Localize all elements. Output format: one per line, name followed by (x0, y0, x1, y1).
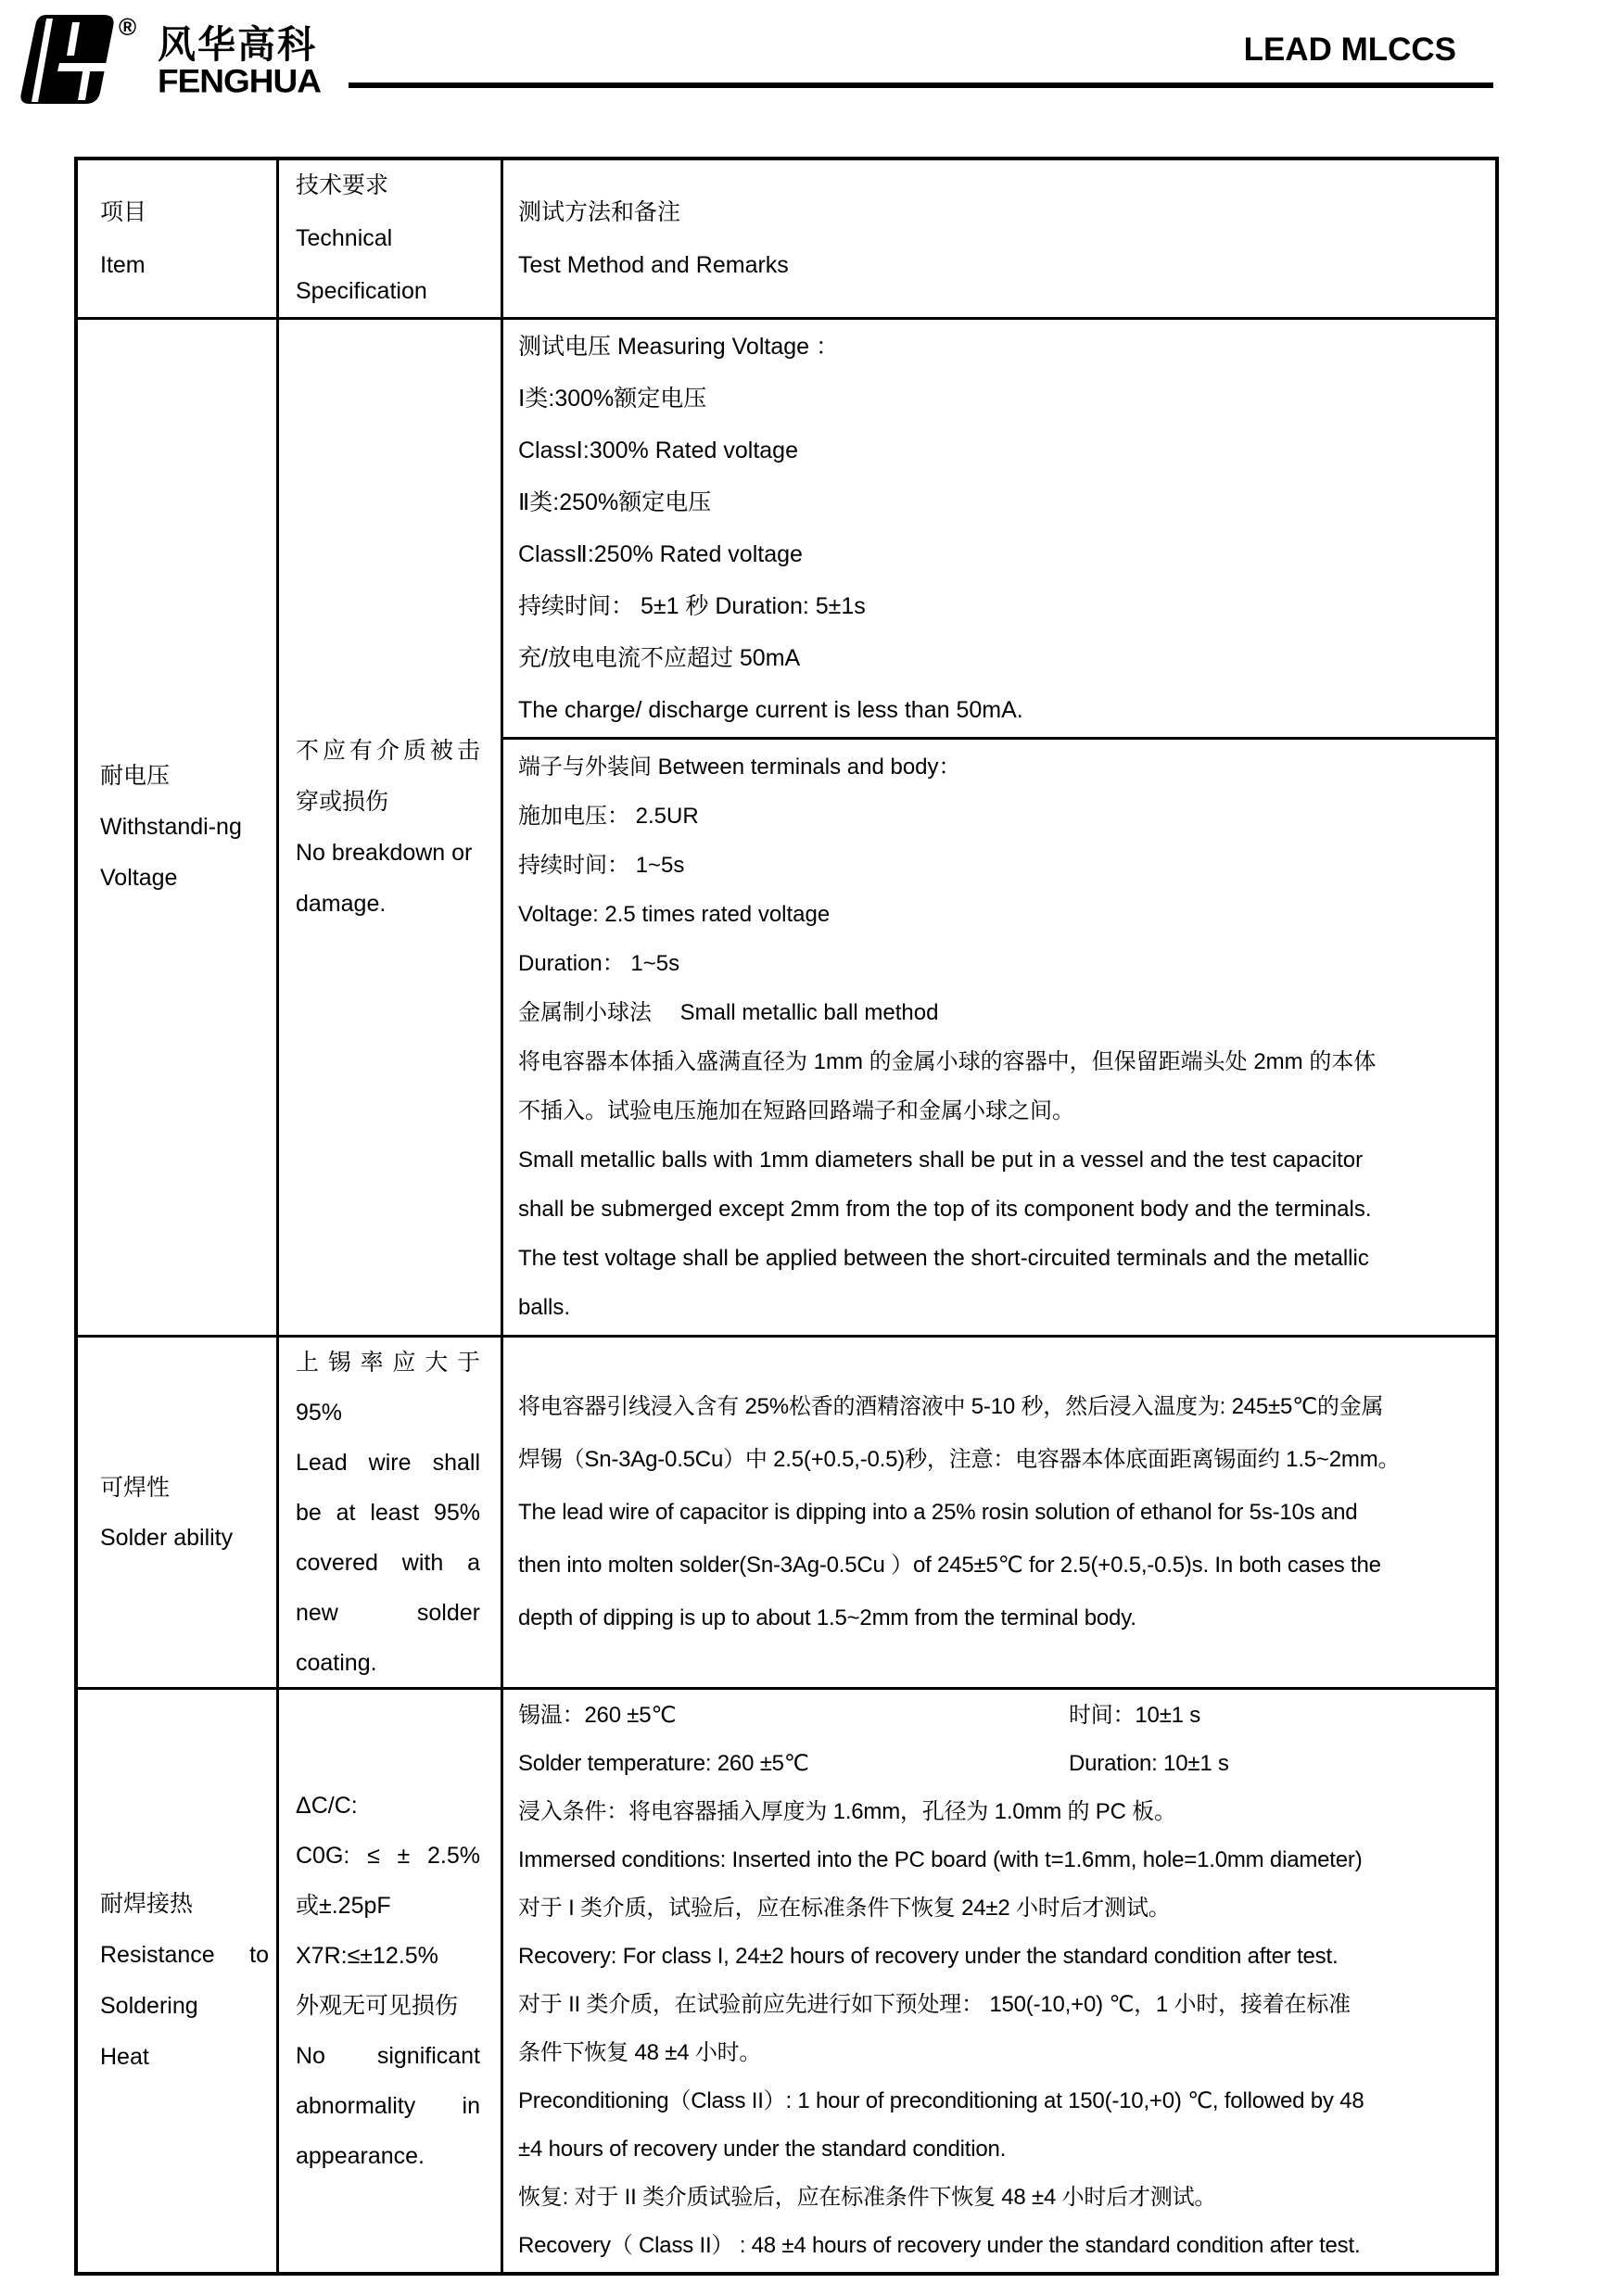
text-line: ±4 hours of recovery under the standard condition. (518, 2137, 1007, 2162)
item-cell (78, 1338, 279, 1687)
spec-cell (279, 320, 503, 1335)
table-header-row (78, 160, 1495, 320)
text-line: damage. (296, 890, 387, 917)
col-header-spec (279, 160, 503, 317)
text-line: 端子与外装间 Between terminals and body： (518, 755, 961, 780)
text-line: 焊锡（Sn-3Ag-0.5Cu）中 2.5(+0.5,-0.5)秒，注意：电容器本体底面距离锡面约 1.5~2mm。 (518, 1447, 1401, 1472)
method-cell (503, 320, 1495, 1335)
text-line: balls. (518, 1295, 571, 1320)
text-line: 持续时间： 5±1 秒 Duration: 5±1s (518, 593, 866, 619)
text-line: 浸入条件：将电容器插入厚度为 1.6mm，孔径为 1.0mm 的 PC 板。 (518, 1799, 1176, 1824)
text-line: 充/放电电流不应超过 50mA (518, 645, 801, 671)
text-line: No breakdown or (296, 839, 473, 866)
text-line: Soldering (100, 1993, 198, 2019)
spec-cell (279, 1690, 503, 2272)
text-line-right: Duration: 10±1 s (1069, 1751, 1229, 1776)
text-line: 金属制小球法 Small metallic ball method (518, 1000, 939, 1025)
text-line: ClassⅠ:300% Rated voltage (518, 438, 798, 463)
text-line: C0G: ≤ ± 2.5% (296, 1843, 480, 1869)
text-line: Immersed conditions: Inserted into the PC board (with t=1.6mm, hole=1.0mm diameter) (518, 1847, 1363, 1872)
text-line: 或±.25pF (296, 1893, 391, 1919)
text-line: then into molten solder(Sn-3Ag-0.5Cu ）of 245±5℃ for 2.5(+0.5,-0.5)s. In both cases the (518, 1553, 1381, 1578)
text-line: Item (100, 251, 146, 278)
spec-table (74, 157, 1499, 2276)
method-subcell-measuring-voltage (503, 320, 1495, 740)
text-line: 穿或损伤 (296, 788, 389, 815)
text-line: Ⅱ类:250%额定电压 (518, 489, 712, 515)
item-cell (78, 1690, 279, 2272)
text-line: coating. (296, 1649, 377, 1676)
text-line: The test voltage shall be applied between the short-circuited terminals and the metallic (518, 1246, 1369, 1271)
text-line: Voltage (100, 865, 178, 891)
text-line: be at least 95% (296, 1499, 480, 1526)
text-line: Duration： 1~5s (518, 951, 680, 976)
text-line: 可焊性 (100, 1474, 171, 1501)
text-line: Lead wire shall (296, 1449, 480, 1476)
text-line: Solder ability (100, 1524, 234, 1551)
text-line (518, 1692, 1471, 1740)
text-line: 将电容器本体插入盛满直径为 1mm 的金属小球的容器中，但保留距端头处 2mm 的本体 (518, 1049, 1377, 1074)
text-line: 耐电压 (100, 763, 171, 789)
item-cell (78, 320, 279, 1335)
text-line: 95% (296, 1399, 343, 1426)
text-line: X7R:≤±12.5% (296, 1943, 438, 1969)
text-line: 不应有介质被击 (296, 737, 480, 764)
text-line: Withstandi-ng (100, 814, 242, 840)
text-line: 施加电压： 2.5UR (518, 804, 699, 829)
text-line: 耐焊接热 (100, 1891, 194, 1917)
text-line: 恢复: 对于 II 类介质试验后，应在标准条件下恢复 48 ±4 小时后才测试。 (518, 2185, 1217, 2210)
text-line: The charge/ discharge current is less than 50mA. (518, 697, 1023, 723)
text-line: 测试方法和备注 (518, 198, 681, 225)
method-cell (503, 1338, 1495, 1687)
text-line: shall be submerged except 2mm from the top of its component body and the terminals. (518, 1197, 1372, 1222)
method-cell (503, 1690, 1495, 2272)
text-line: Preconditioning（Class II）: 1 hour of preconditioning at 150(-10,+0) ℃, followed by 48 (518, 2088, 1364, 2113)
header-divider (349, 82, 1493, 88)
text-line: 外观无可见损伤 (296, 1993, 459, 2019)
text-line: 不插入。试验电压施加在短路回路端子和金属小球之间。 (518, 1098, 1074, 1123)
text-line: ClassⅡ:250% Rated voltage (518, 541, 803, 567)
brand-name-en: FENGHUA (158, 63, 321, 100)
spec-cell (279, 1338, 503, 1687)
fenghua-logo-icon (19, 13, 117, 106)
text-line: abnormality in (296, 2093, 480, 2119)
text-line: Recovery: For class I, 24±2 hours of recovery under the standard condition after test. (518, 1944, 1339, 1969)
brand-text (158, 13, 321, 100)
text-line: 技术要求 (296, 172, 389, 198)
text-line (518, 1740, 1471, 1788)
text-line: covered with a (296, 1549, 480, 1576)
text-line: Technical (296, 225, 393, 251)
text-line: 条件下恢复 48 ±4 小时。 (518, 2040, 762, 2065)
table-row-withstanding-voltage (78, 320, 1495, 1338)
brand-name-cn: 风华高科 (158, 23, 317, 66)
text-line: Small metallic balls with 1mm diameters shall be put in a vessel and the test capacitor (518, 1148, 1364, 1173)
text-line: new solder (296, 1599, 480, 1626)
text-line: 对于 I 类介质，试验后，应在标准条件下恢复 24±2 小时后才测试。 (518, 1896, 1171, 1921)
text-line: 测试电压 Measuring Voltage ： (518, 334, 839, 360)
text-line: appearance. (296, 2143, 425, 2169)
text-line: No significant (296, 2043, 480, 2069)
text-line: 上锡率应大于 (296, 1349, 480, 1376)
table-row-resistance-to-soldering-heat (78, 1690, 1495, 2272)
text-line: Recovery（ Class II） : 48 ±4 hours of recovery under the standard condition after test. (518, 2233, 1361, 2258)
text-line-left: 锡温：260 ±5℃ (518, 1703, 677, 1728)
text-line: ΔC/C: (296, 1793, 358, 1819)
text-line: 对于 II 类介质，在试验前应先进行如下预处理： 150(-10,+0) ℃，1 小时，接着在标准 (518, 1992, 1351, 2017)
table-row-solderability (78, 1338, 1495, 1690)
text-line: Test Method and Remarks (518, 251, 789, 278)
text-line: 将电容器引线浸入含有 25%松香的酒精溶液中 5-10 秒，然后浸入温度为: 245±5℃的金属 (518, 1394, 1384, 1419)
text-line-left: Solder temperature: 260 ±5℃ (518, 1751, 809, 1776)
brand-logo (19, 13, 321, 106)
text-line: The lead wire of capacitor is dipping into a 25% rosin solution of ethanol for 5s-10s and (518, 1500, 1358, 1525)
col-header-method (503, 160, 1495, 317)
text-line: Voltage: 2.5 times rated voltage (518, 902, 831, 927)
text-line: Heat (100, 2044, 149, 2070)
text-line: 持续时间： 1~5s (518, 853, 685, 878)
text-line: depth of dipping is up to about 1.5~2mm from the terminal body. (518, 1605, 1136, 1630)
col-header-item (78, 160, 279, 317)
page-title: LEAD MLCCS (1243, 32, 1456, 68)
text-line: Resistance to (100, 1942, 269, 1968)
registered-trademark-icon: ® (119, 13, 137, 41)
text-line: Specification (296, 278, 427, 304)
method-subcell-terminals-body (503, 740, 1495, 1335)
text-line: 项目 (100, 198, 147, 225)
text-line: Ⅰ类:300%额定电压 (518, 386, 707, 412)
text-line-right: 时间：10±1 s (1069, 1703, 1201, 1728)
